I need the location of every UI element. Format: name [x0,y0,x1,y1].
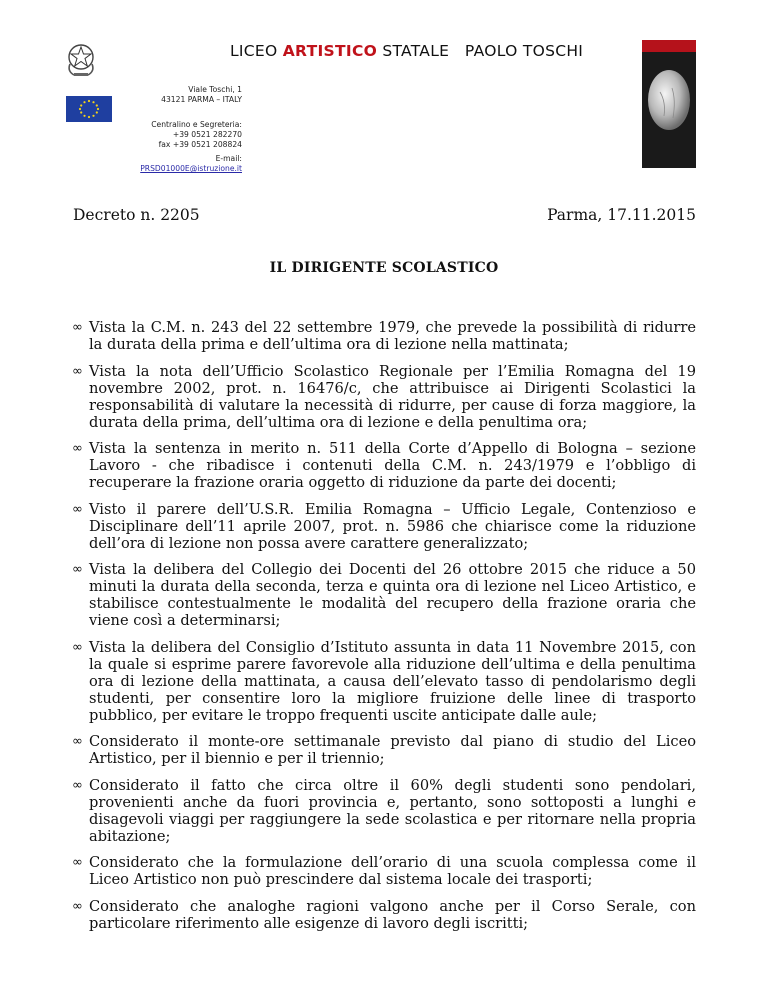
fax-number: fax +39 0521 208824 [158,140,242,149]
list-item: ∞ Considerato il monte-ore settimanale previsto dal piano di studio del Liceo Artistico, per il biennio e per il triennio; [72,733,696,767]
list-item: ∞ Considerato che la formulazione dell’orario di una scuola complessa come il Liceo Artistico non può prescindere dal sistema locale dei trasporti; [72,854,696,888]
email-link[interactable]: PRSD01000E@istruzione.it [140,164,242,173]
italian-republic-emblem-icon [64,40,98,78]
school-logo [642,40,696,168]
infinity-bullet-icon: ∞ [72,501,83,517]
list-item: ∞ Vista la delibera del Collegio dei Docenti del 26 ottobre 2015 che riduce a 50 minuti la durata della seconda, terza e quinta ora di lezione nel Liceo Artistico, e stabilisce contestualmente le modalità del recupero della frazione oraria che viene così a determinarsi; [72,561,696,629]
school-name-highlight: ARTISTICO [282,42,378,60]
list-item: ∞ Vista la delibera del Consiglio d’Istituto assunta in data 11 Novembre 2015, con la quale si esprime parere favorevole alla riduzione dell’ultima e della penultima ora di lezione della mattinata, a causa dell’elevato tasso di pendolarismo degli studenti, per consentire loro la migliore fruizione delle linee di trasporto pubblico, per evitare le troppo frequenti uscite anticipate dalle aule; [72,638,696,724]
phone-label: Centralino e Segreteria: [151,120,242,129]
egg-logo-icon [642,40,696,168]
eu-flag-icon [66,96,112,122]
list-item: ∞ Vista la nota dell’Ufficio Scolastico Regionale per l’Emilia Romagna del 19 novembre 2002, prot. n. 16476/c, che attribuisce ai Dirigenti Scolastici la responsabilità di valutare la necessità di ridurre, per cause di forza maggiore, la durata della prima, dell’ultima ora di lezione e della penultima ora; [72,362,696,431]
infinity-bullet-icon: ∞ [72,734,83,749]
list-item: ∞ Considerato il fatto che circa oltre il 60% degli studenti sono pendolari, provenienti anche da fuori provincia e, pertanto, sono sottoposti a lunghi e disagevoli viaggi per raggiungere la sede scolastica e per ritornare nella propria abitazione; [72,776,696,845]
document-date: Parma, 17.11.2015 [547,206,696,224]
phone-number: +39 0521 282270 [172,130,242,139]
infinity-bullet-icon: ∞ [72,855,83,870]
premises-list [72,319,696,941]
address-line: Viale Toschi, 1 [188,85,242,94]
infinity-bullet-icon: ∞ [72,441,83,456]
email-label: E-mail: [215,154,242,163]
infinity-bullet-icon: ∞ [72,562,83,577]
infinity-bullet-icon: ∞ [72,363,83,379]
address-block [161,85,242,105]
school-name: LICEO ARTISTICO STATALE PAOLO TOSCHI [230,42,584,60]
infinity-bullet-icon: ∞ [72,777,83,793]
list-item: ∞ Vista la C.M. n. 243 del 22 settembre 1979, che prevede la possibilità di ridurre la durata della prima e dell’ultima ora di lezione nella mattinata; [72,319,696,353]
list-item: ∞ Considerato che analoghe ragioni valgono anche per il Corso Serale, con particolare riferimento alle esigenze di lavoro degli iscritti; [72,897,696,932]
list-item: ∞ Visto il parere dell’U.S.R. Emilia Romagna – Ufficio Legale, Contenzioso e Disciplinare dell’11 aprile 2007, prot. n. 5986 che chiarisce come la riduzione dell’ora di lezione non possa avere carattere generalizzato; [72,500,696,552]
list-item: ∞ Vista la sentenza in merito n. 511 della Corte d’Appello di Bologna – sezione Lavoro - che ribadisce i contenuti della C.M. n. 243/1979 e l’obbligo di recuperare la frazione oraria oggetto di riduzione da parte dei docenti; [72,440,696,491]
address-line: 43121 PARMA – ITALY [161,95,242,104]
document-heading: IL DIRIGENTE SCOLASTICO [269,260,499,276]
email-block [140,154,242,174]
decree-number: Decreto n. 2205 [73,206,200,224]
infinity-bullet-icon: ∞ [72,639,83,655]
infinity-bullet-icon: ∞ [72,320,83,335]
phone-block [151,120,242,150]
infinity-bullet-icon: ∞ [72,898,83,914]
